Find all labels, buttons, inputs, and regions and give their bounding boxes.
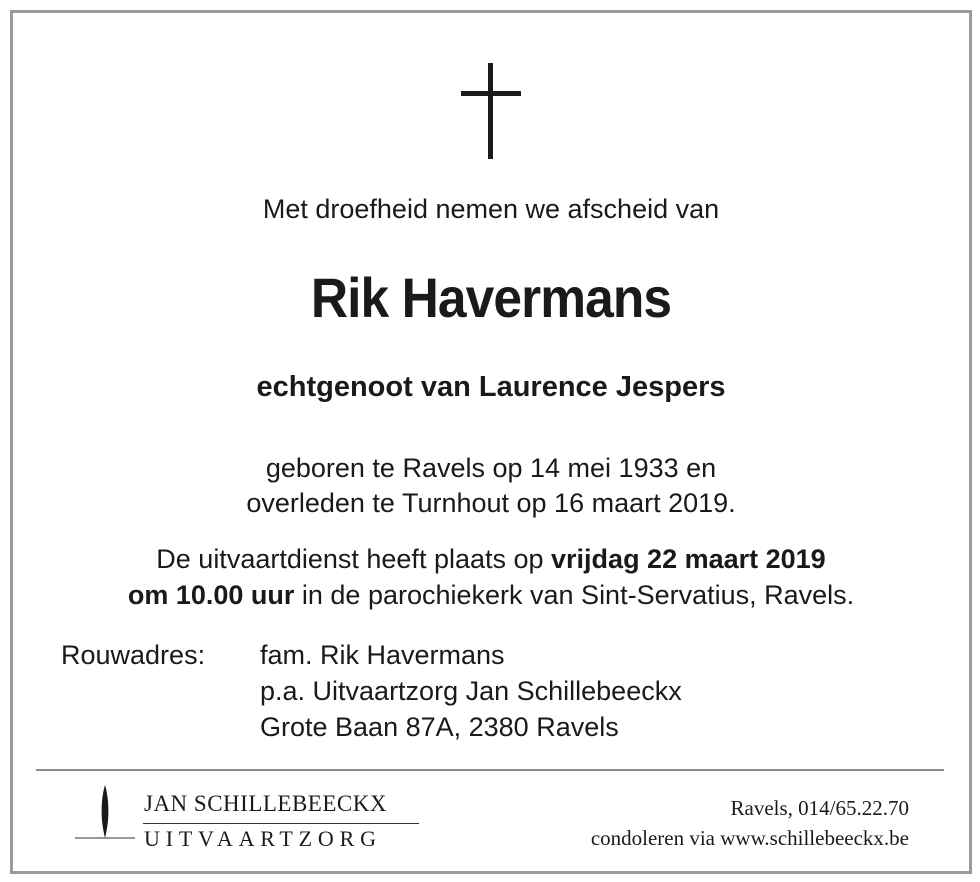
logo-name: JAN SCHILLEBEECKX — [144, 791, 387, 816]
service-line-2 — [13, 577, 969, 613]
death-notice — [10, 10, 972, 874]
address-label: Rouwadres: — [61, 640, 206, 670]
contact-info — [591, 793, 909, 853]
footer-divider — [36, 769, 944, 771]
cypress-tree-icon — [75, 781, 135, 845]
deceased-name: Rik Havermans — [310, 266, 672, 329]
birth-line: geboren te Ravels op 14 mei 1933 en — [265, 453, 717, 483]
address-line: p.a. Uitvaartzorg Jan Schillebeeckx — [260, 676, 682, 706]
address-line: fam. Rik Havermans — [260, 640, 505, 670]
address-lines — [260, 637, 682, 745]
birth-death-block — [13, 451, 969, 521]
address-line: Grote Baan 87A, 2380 Ravels — [260, 712, 619, 742]
logo-subtitle: UITVAARTZORG — [144, 826, 382, 851]
service-time: om 10.00 uur — [127, 580, 295, 610]
death-line: overleden te Turnhout op 16 maart 2019. — [246, 488, 736, 518]
service-line-1 — [13, 541, 969, 577]
funeral-home-logo — [75, 781, 435, 853]
spouse-line: echtgenoot van Laurence Jespers — [256, 371, 726, 403]
intro-text: Met droefheid nemen we afscheid van — [262, 194, 720, 224]
service-block — [13, 541, 969, 613]
contact-website: condoleren via www.schillebeeckx.be — [590, 826, 909, 850]
service-date: vrijdag 22 maart 2019 — [551, 544, 826, 574]
service-text-2: in de parochiekerk van Sint-Servatius, Ravels. — [294, 580, 855, 610]
logo-rule — [143, 823, 419, 824]
cross-icon — [461, 63, 521, 159]
contact-phone: Ravels, 014/65.22.70 — [730, 796, 909, 820]
service-text-1: De uitvaartdienst heeft plaats op — [156, 544, 552, 574]
